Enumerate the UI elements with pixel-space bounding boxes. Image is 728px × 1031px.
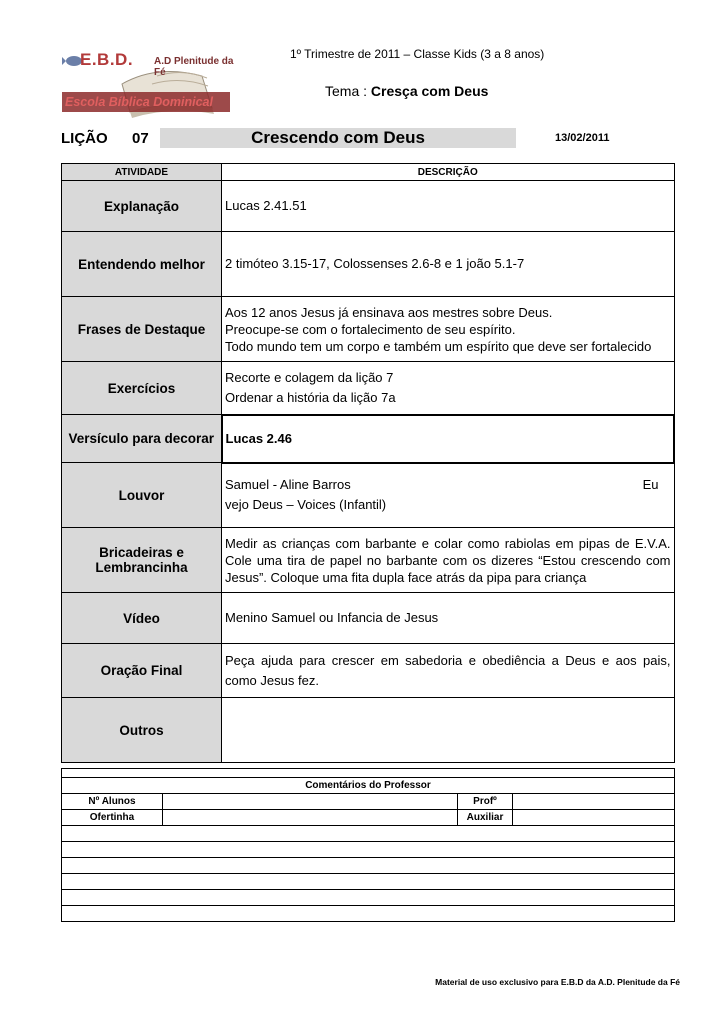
logo xyxy=(62,46,234,120)
louvor-line: Samuel - Aline Barros xyxy=(225,477,351,493)
desc-frases xyxy=(222,297,675,362)
comments-title-row xyxy=(62,778,675,794)
frase-line: Todo mundo tem um corpo e também um espírito que deve ser fortalecido xyxy=(225,338,652,354)
frase-line: Aos 12 anos Jesus já ensinava aos mestres sobre Deus. xyxy=(225,304,553,320)
ofertinha-label: Ofertinha xyxy=(62,810,163,826)
licao-row xyxy=(61,128,674,150)
prof-field[interactable] xyxy=(513,794,675,810)
col-atividade: ATIVIDADE xyxy=(62,164,222,181)
comments-table xyxy=(61,768,675,922)
alunos-field[interactable] xyxy=(163,794,458,810)
louvor-line-end: Eu xyxy=(642,477,659,493)
desc-video: Menino Samuel ou Infancia de Jesus xyxy=(222,593,675,644)
row-exercicios xyxy=(62,362,675,415)
label-video: Vídeo xyxy=(62,593,222,644)
tema-label: Tema : xyxy=(325,83,368,99)
desc-exercicios xyxy=(222,362,675,415)
comment-line xyxy=(62,890,675,906)
footer-note: Material de uso exclusivo para E.B.D da A.D. Plenitude da Fé xyxy=(435,977,680,987)
licao-number: 07 xyxy=(132,130,149,147)
row-outros xyxy=(62,698,675,763)
desc-entendendo: 2 timóteo 3.15-17, Colossenses 2.6-8 e 1 joão 5.1-7 xyxy=(222,232,675,297)
label-frases: Frases de Destaque xyxy=(62,297,222,362)
comment-field[interactable] xyxy=(62,890,675,906)
exercicio-line: Recorte e colagem da lição 7 xyxy=(225,369,394,385)
row-oracao xyxy=(62,644,675,698)
comment-field[interactable] xyxy=(62,858,675,874)
logo-subtitle: A.D Plenitude da Fé xyxy=(154,56,234,78)
brincadeiras-label: Bricadeiras e xyxy=(99,545,184,560)
alunos-row xyxy=(62,794,675,810)
comment-line xyxy=(62,874,675,890)
desc-versiculo: Lucas 2.46 xyxy=(222,415,675,463)
ofertinha-field[interactable] xyxy=(163,810,458,826)
comment-line xyxy=(62,858,675,874)
lesson-table xyxy=(61,163,675,763)
desc-outros xyxy=(222,698,675,763)
logo-title: E.B.D. xyxy=(80,50,134,69)
desc-louvor xyxy=(222,463,675,528)
row-entendendo xyxy=(62,232,675,297)
label-exercicios: Exercícios xyxy=(62,362,222,415)
tema-value: Cresça com Deus xyxy=(370,83,489,99)
auxiliar-field[interactable] xyxy=(513,810,675,826)
desc-oracao: Peça ajuda para crescer em sabedoria e obediência a Deus e aos pais, como Jesus fez. xyxy=(222,644,675,698)
row-frases xyxy=(62,297,675,362)
trimestre-heading: 1º Trimestre de 2011 – Classe Kids (3 a 8 anos) xyxy=(290,47,545,61)
comments-spacer-row xyxy=(62,769,675,778)
row-louvor xyxy=(62,463,675,528)
exercicio-line: Ordenar a história da lição 7a xyxy=(225,389,396,405)
prof-label: Profº xyxy=(458,794,513,810)
licao-title: Crescendo com Deus xyxy=(160,128,516,148)
louvor-line: vejo Deus – Voices (Infantil) xyxy=(225,497,387,513)
col-descricao: DESCRIÇÃO xyxy=(222,164,675,181)
comment-line xyxy=(62,826,675,842)
table-header xyxy=(62,164,675,181)
licao-label: LIÇÃO xyxy=(61,130,108,147)
comment-field[interactable] xyxy=(62,842,675,858)
comment-line xyxy=(62,906,675,922)
row-brincadeiras xyxy=(62,528,675,593)
comment-line xyxy=(62,842,675,858)
label-versiculo: Versículo para decorar xyxy=(62,415,222,463)
label-oracao: Oração Final xyxy=(62,644,222,698)
label-entendendo: Entendendo melhor xyxy=(62,232,222,297)
comments-title: Comentários do Professor xyxy=(62,778,675,794)
comment-field[interactable] xyxy=(62,906,675,922)
ofertinha-row xyxy=(62,810,675,826)
logo-school: Escola Bíblica Dominical xyxy=(65,95,213,109)
label-explanacao: Explanação xyxy=(62,181,222,232)
desc-explanacao: Lucas 2.41.51 xyxy=(222,181,675,232)
label-brincadeiras xyxy=(62,528,222,593)
comment-field[interactable] xyxy=(62,874,675,890)
row-video xyxy=(62,593,675,644)
alunos-label: Nº Alunos xyxy=(62,794,163,810)
licao-date: 13/02/2011 xyxy=(555,132,610,144)
row-explanacao xyxy=(62,181,675,232)
comment-field[interactable] xyxy=(62,826,675,842)
label-louvor: Louvor xyxy=(62,463,222,528)
lembrancinha-label: Lembrancinha xyxy=(95,560,188,575)
frase-line: Preocupe-se com o fortalecimento de seu espírito. xyxy=(225,321,516,337)
desc-brincadeiras: Medir as crianças com barbante e colar como rabiolas em pipas de E.V.A. Cole uma tira de papel no barbante com os dizeres “Estou crescendo com Jesus”. Coloque uma fita dupla face atrás da pipa para criança xyxy=(222,528,675,593)
tema-heading xyxy=(325,83,488,99)
auxiliar-label: Auxiliar xyxy=(458,810,513,826)
label-outros: Outros xyxy=(62,698,222,763)
row-versiculo xyxy=(62,415,675,463)
